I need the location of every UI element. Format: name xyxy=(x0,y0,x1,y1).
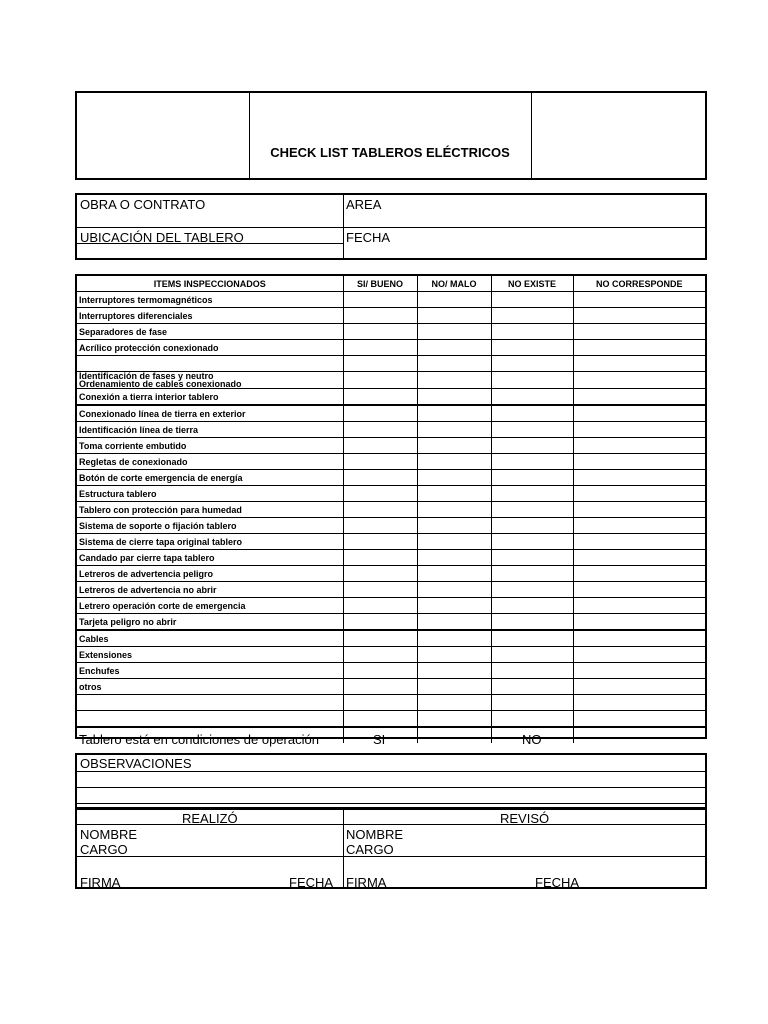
observaciones-block xyxy=(75,753,707,809)
check-cell[interactable] xyxy=(491,711,573,728)
realizo-heading: REALIZÓ xyxy=(182,811,238,826)
header-block xyxy=(75,91,707,180)
check-cell[interactable] xyxy=(573,422,705,438)
check-cell[interactable] xyxy=(491,647,573,663)
check-cell[interactable] xyxy=(343,534,417,550)
check-cell[interactable] xyxy=(573,630,705,647)
check-cell[interactable] xyxy=(417,470,491,486)
table-row xyxy=(77,695,705,711)
check-cell[interactable] xyxy=(417,389,491,406)
check-cell[interactable] xyxy=(343,340,417,356)
table-row xyxy=(77,389,705,406)
check-cell[interactable] xyxy=(417,486,491,502)
item-label: Conexionado línea de tierra en exterior xyxy=(77,405,343,422)
ubicacion-label: UBICACIÓN DEL TABLERO xyxy=(80,230,244,245)
table-row xyxy=(77,372,705,389)
table-row xyxy=(77,438,705,454)
column-header: NO CORRESPONDE xyxy=(573,276,705,292)
check-cell[interactable] xyxy=(491,324,573,340)
item-label: Separadores de fase xyxy=(77,324,343,340)
check-cell[interactable] xyxy=(491,422,573,438)
check-cell[interactable] xyxy=(343,647,417,663)
item-label: Interruptores termomagnéticos xyxy=(77,292,343,308)
check-cell[interactable] xyxy=(417,582,491,598)
item-label: Cables xyxy=(77,630,343,647)
table-row xyxy=(77,679,705,695)
check-cell[interactable] xyxy=(491,695,573,711)
area-label: AREA xyxy=(346,197,382,212)
check-cell[interactable] xyxy=(573,647,705,663)
table-row xyxy=(77,324,705,340)
check-cell[interactable] xyxy=(417,727,491,743)
check-cell[interactable] xyxy=(491,470,573,486)
item-label: Acrílico protección conexionado xyxy=(77,340,343,356)
header-divider xyxy=(249,93,250,178)
check-cell[interactable] xyxy=(343,470,417,486)
check-cell[interactable] xyxy=(491,679,573,695)
realizo-nombre-label: NOMBRE xyxy=(80,827,138,842)
check-cell[interactable] xyxy=(417,324,491,340)
check-cell[interactable] xyxy=(573,470,705,486)
check-cell[interactable] xyxy=(491,454,573,470)
check-cell[interactable] xyxy=(417,647,491,663)
check-cell[interactable] xyxy=(343,550,417,566)
obs-line xyxy=(77,803,705,804)
check-cell[interactable] xyxy=(343,566,417,582)
check-cell[interactable] xyxy=(417,695,491,711)
check-cell[interactable] xyxy=(417,630,491,647)
operation-yes: SI xyxy=(373,732,386,747)
operation-label: Tablero está en condiciones de operación xyxy=(79,732,319,747)
item-label xyxy=(77,711,343,728)
check-cell[interactable] xyxy=(573,486,705,502)
check-cell[interactable] xyxy=(573,405,705,422)
check-cell[interactable] xyxy=(573,711,705,728)
realizo-firma-label: FIRMA xyxy=(80,875,121,890)
check-cell[interactable] xyxy=(343,518,417,534)
check-cell[interactable] xyxy=(573,372,705,389)
check-cell[interactable] xyxy=(491,630,573,647)
item-label: Identificación línea de tierra xyxy=(77,422,343,438)
check-cell[interactable] xyxy=(573,679,705,695)
table-row xyxy=(77,518,705,534)
check-cell[interactable] xyxy=(491,566,573,582)
check-cell[interactable] xyxy=(343,308,417,324)
info-divider xyxy=(77,227,705,228)
table-row xyxy=(77,534,705,550)
item-label: Tarjeta peligro no abrir xyxy=(77,614,343,631)
check-cell[interactable] xyxy=(343,695,417,711)
item-label: Toma corriente embutido xyxy=(77,438,343,454)
header-divider xyxy=(531,93,532,178)
check-cell[interactable] xyxy=(417,454,491,470)
item-label: Extensiones xyxy=(77,647,343,663)
check-cell[interactable] xyxy=(573,438,705,454)
check-cell[interactable] xyxy=(417,438,491,454)
check-cell[interactable] xyxy=(573,695,705,711)
item-label: Estructura tablero xyxy=(77,486,343,502)
check-cell[interactable] xyxy=(417,614,491,631)
fecha-label: FECHA xyxy=(346,230,391,245)
item-label: Letreros de advertencia no abrir xyxy=(77,582,343,598)
realizo-fecha-label: FECHA xyxy=(289,875,334,890)
check-cell[interactable] xyxy=(343,454,417,470)
check-cell[interactable] xyxy=(417,711,491,728)
table-row xyxy=(77,598,705,614)
obra-label: OBRA O CONTRATO xyxy=(80,197,206,212)
check-cell[interactable] xyxy=(343,582,417,598)
reviso-cargo-label: CARGO xyxy=(346,842,394,857)
table-row xyxy=(77,422,705,438)
check-cell[interactable] xyxy=(573,727,705,743)
check-cell[interactable] xyxy=(573,663,705,679)
check-cell[interactable] xyxy=(491,518,573,534)
item-label-line: Ordenamiento de cables conexionado xyxy=(79,379,242,389)
item-label xyxy=(77,372,343,389)
column-header: NO/ MALO xyxy=(417,276,491,292)
obs-line xyxy=(77,771,705,772)
check-cell[interactable] xyxy=(491,356,573,372)
info-block xyxy=(75,193,707,260)
sig-divider xyxy=(77,824,705,825)
check-cell[interactable] xyxy=(491,308,573,324)
check-cell[interactable] xyxy=(491,292,573,308)
table-row xyxy=(77,663,705,679)
table-row xyxy=(77,502,705,518)
check-cell[interactable] xyxy=(343,405,417,422)
check-cell[interactable] xyxy=(491,389,573,406)
check-cell[interactable] xyxy=(573,308,705,324)
table-row xyxy=(77,470,705,486)
check-cell[interactable] xyxy=(343,356,417,372)
check-cell[interactable] xyxy=(573,550,705,566)
check-cell[interactable] xyxy=(573,324,705,340)
realizo-cargo-label: CARGO xyxy=(80,842,128,857)
check-cell[interactable] xyxy=(573,534,705,550)
info-divider xyxy=(343,195,344,258)
table-header-row xyxy=(77,276,705,292)
table-row xyxy=(77,614,705,631)
sig-divider xyxy=(343,810,344,887)
check-cell[interactable] xyxy=(343,598,417,614)
reviso-fecha-label: FECHA xyxy=(535,875,580,890)
check-cell[interactable] xyxy=(573,454,705,470)
column-header: NO EXISTE xyxy=(491,276,573,292)
check-cell[interactable] xyxy=(343,486,417,502)
check-cell[interactable] xyxy=(417,598,491,614)
item-label: Sistema de cierre tapa original tablero xyxy=(77,534,343,550)
table-row xyxy=(77,486,705,502)
operation-no: NO xyxy=(522,732,542,747)
check-cell[interactable] xyxy=(343,372,417,389)
table-row xyxy=(77,647,705,663)
check-cell[interactable] xyxy=(343,324,417,340)
table-row xyxy=(77,550,705,566)
check-cell[interactable] xyxy=(491,582,573,598)
check-cell[interactable] xyxy=(491,372,573,389)
check-cell[interactable] xyxy=(491,663,573,679)
check-cell[interactable] xyxy=(573,614,705,631)
check-cell[interactable] xyxy=(491,534,573,550)
check-cell[interactable] xyxy=(491,614,573,631)
signature-block xyxy=(75,808,707,889)
check-cell[interactable] xyxy=(343,292,417,308)
table-row xyxy=(77,292,705,308)
table-row xyxy=(77,308,705,324)
check-cell[interactable] xyxy=(343,679,417,695)
check-cell[interactable] xyxy=(573,340,705,356)
check-cell[interactable] xyxy=(343,630,417,647)
item-label: Letreros de advertencia peligro xyxy=(77,566,343,582)
check-cell[interactable] xyxy=(573,292,705,308)
check-cell[interactable] xyxy=(573,356,705,372)
check-cell[interactable] xyxy=(417,340,491,356)
reviso-nombre-label: NOMBRE xyxy=(346,827,404,842)
check-cell[interactable] xyxy=(417,663,491,679)
check-cell[interactable] xyxy=(491,598,573,614)
check-cell[interactable] xyxy=(417,372,491,389)
column-header: ITEMS INSPECCIONADOS xyxy=(77,276,343,292)
check-cell[interactable] xyxy=(573,582,705,598)
check-cell[interactable] xyxy=(417,308,491,324)
item-label-line: Identificación de fases y neutro xyxy=(79,371,214,381)
check-cell[interactable] xyxy=(573,502,705,518)
check-cell[interactable] xyxy=(417,534,491,550)
check-cell[interactable] xyxy=(417,292,491,308)
obs-line xyxy=(77,787,705,788)
check-cell[interactable] xyxy=(417,550,491,566)
check-cell[interactable] xyxy=(491,340,573,356)
check-cell[interactable] xyxy=(573,518,705,534)
table-row xyxy=(77,711,705,728)
check-cell[interactable] xyxy=(573,566,705,582)
check-cell[interactable] xyxy=(491,486,573,502)
check-cell[interactable] xyxy=(343,663,417,679)
item-label: otros xyxy=(77,679,343,695)
item-label xyxy=(77,356,343,372)
check-cell[interactable] xyxy=(343,422,417,438)
reviso-heading: REVISÓ xyxy=(500,811,550,826)
check-cell[interactable] xyxy=(573,389,705,406)
table-row xyxy=(77,582,705,598)
check-cell[interactable] xyxy=(417,405,491,422)
check-cell[interactable] xyxy=(417,518,491,534)
checklist-table xyxy=(75,274,707,739)
item-label: Regletas de conexionado xyxy=(77,454,343,470)
check-cell[interactable] xyxy=(491,502,573,518)
check-cell[interactable] xyxy=(343,438,417,454)
check-cell[interactable] xyxy=(573,598,705,614)
check-cell[interactable] xyxy=(343,389,417,406)
table-row xyxy=(77,405,705,422)
reviso-firma-label: FIRMA xyxy=(346,875,387,890)
check-cell[interactable] xyxy=(343,711,417,728)
check-cell[interactable] xyxy=(417,356,491,372)
table-row xyxy=(77,454,705,470)
document-title: CHECK LIST TABLEROS ELÉCTRICOS xyxy=(270,145,510,160)
check-cell[interactable] xyxy=(491,405,573,422)
item-label: Botón de corte emergencia de energía xyxy=(77,470,343,486)
check-cell[interactable] xyxy=(491,438,573,454)
table-row xyxy=(77,566,705,582)
item-label: Conexión a tierra interior tablero xyxy=(77,389,343,406)
item-label: Sistema de soporte o fijación tablero xyxy=(77,518,343,534)
check-cell[interactable] xyxy=(417,566,491,582)
item-label: Interruptores diferenciales xyxy=(77,308,343,324)
item-label xyxy=(77,695,343,711)
check-cell[interactable] xyxy=(417,679,491,695)
table-row xyxy=(77,630,705,647)
column-header: SI/ BUENO xyxy=(343,276,417,292)
item-label: Tablero con protección para humedad xyxy=(77,502,343,518)
observaciones-label: OBSERVACIONES xyxy=(80,756,192,771)
check-cell[interactable] xyxy=(417,422,491,438)
item-label: Candado par cierre tapa tablero xyxy=(77,550,343,566)
item-label: Enchufes xyxy=(77,663,343,679)
check-cell[interactable] xyxy=(343,502,417,518)
item-label: Letrero operación corte de emergencia xyxy=(77,598,343,614)
check-cell[interactable] xyxy=(491,550,573,566)
table-row xyxy=(77,340,705,356)
check-cell[interactable] xyxy=(343,614,417,631)
table-row xyxy=(77,356,705,372)
check-cell[interactable] xyxy=(417,502,491,518)
